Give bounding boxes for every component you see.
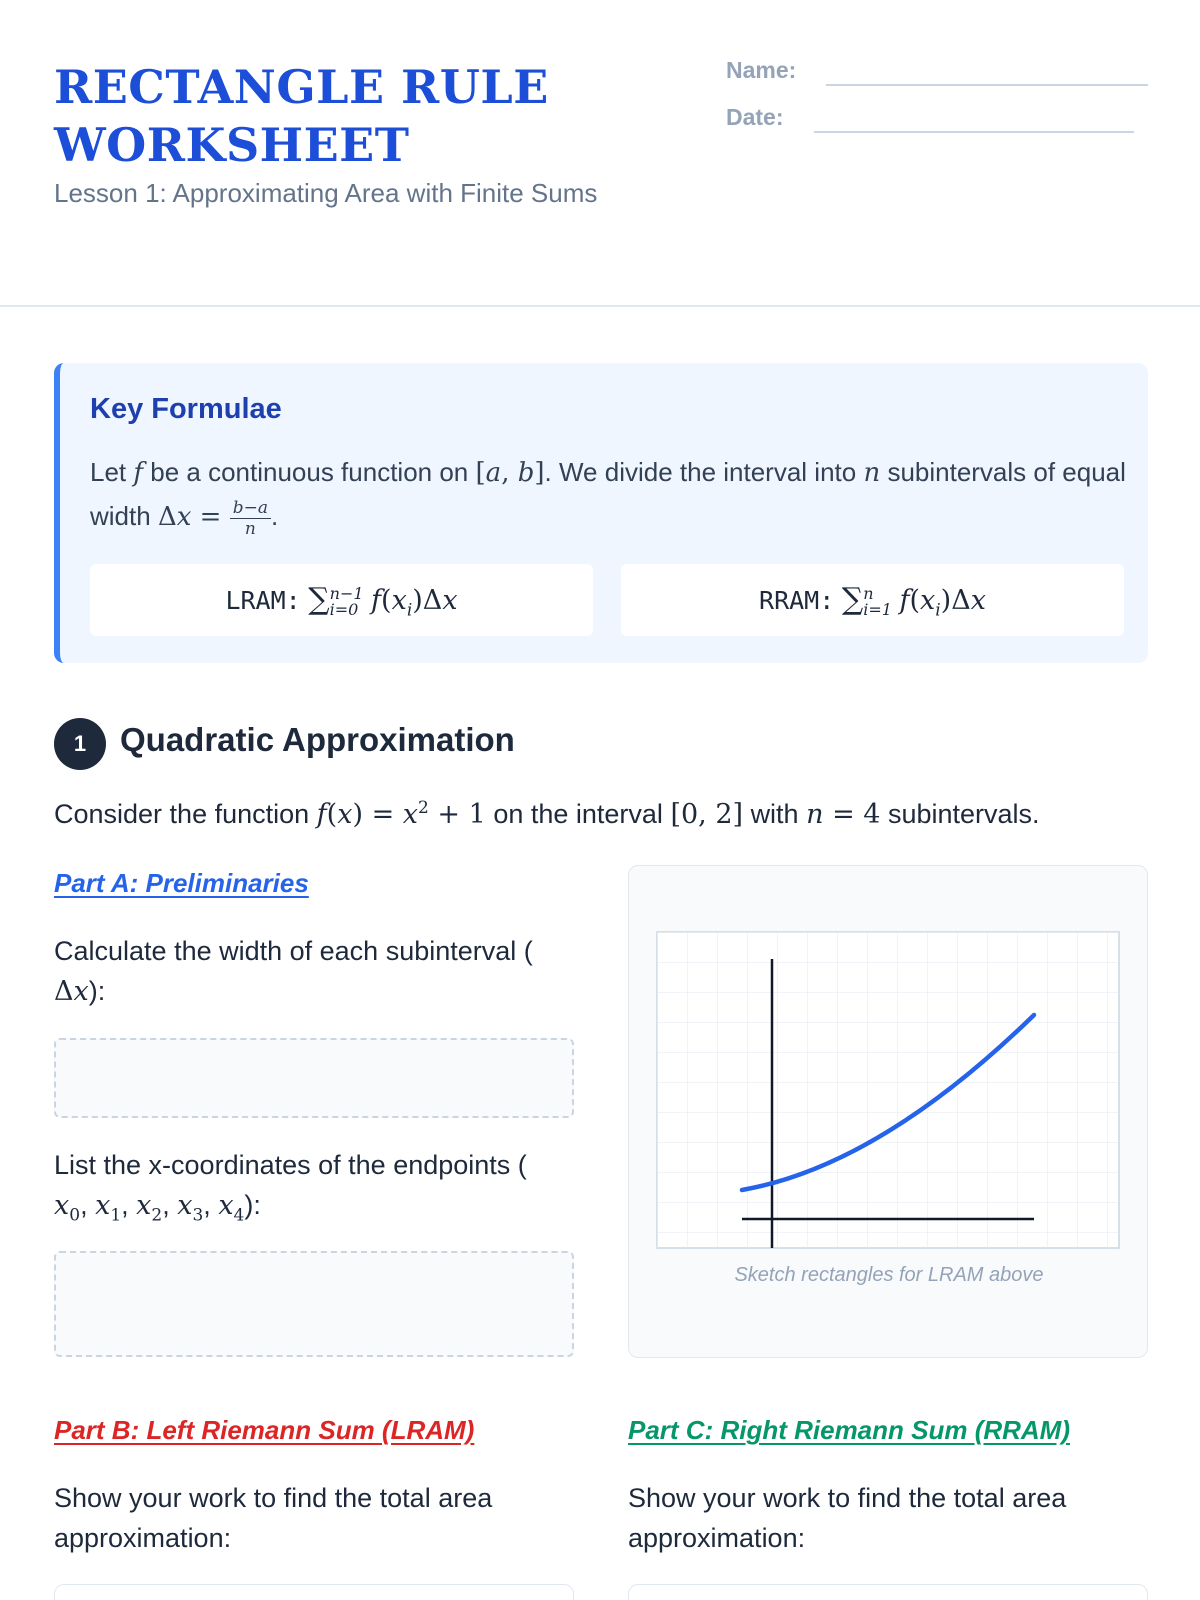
worksheet-title: RECTANGLE RULE WORKSHEET: [54, 60, 549, 172]
lram-formula-card: LRAM: ∑ n−1 i=0 $f(x_i)\Delta x$: [90, 564, 593, 636]
key-text-4: subintervals of equal width: [90, 457, 1126, 531]
graph-grid: [657, 932, 1119, 1248]
delta-x-answer-box[interactable]: [54, 1038, 574, 1118]
lram-work-box[interactable]: [54, 1584, 574, 1600]
prompt-3: with: [750, 799, 799, 829]
part-a-question-2: List the x-coordinates of the endpoints ( $x_0$, $x_1$, $x_2$, $x_3$, $x_4$):: [54, 1150, 527, 1226]
key-formulae-title: Key Formulae: [90, 393, 282, 425]
sketch-graph[interactable]: [629, 866, 1149, 1256]
date-line[interactable]: [814, 131, 1134, 133]
date-label: Date:: [726, 104, 784, 130]
q1-text: Calculate the width of each subinterval (: [54, 936, 533, 966]
name-label: Name:: [726, 57, 797, 83]
part-a-label: Part A: Preliminaries: [54, 868, 309, 898]
graph-card: [628, 865, 1148, 1358]
part-c-label: Part C: Right Riemann Sum (RRAM): [628, 1415, 1070, 1445]
key-text-2: be a continuous function on: [150, 457, 469, 487]
endpoints-answer-box[interactable]: [54, 1251, 574, 1357]
q2-text: List the x-coordinates of the endpoints (: [54, 1150, 527, 1180]
rram-formula-card: RRAM: ∑ n i=1 $f(x_i)\Delta x$: [621, 564, 1124, 636]
prompt-2: on the interval: [493, 799, 663, 829]
key-text-1: Let: [90, 457, 127, 487]
q2-end: ):: [244, 1190, 261, 1220]
key-formulae-text: Let f be a continuous function on [a, b]. We divide the interval into n subintervals of equal width Δx = $\frac{b-a}{n}$ .: [90, 457, 1126, 539]
part-a-question-1: Calculate the width of each subinterval ( Δx):: [54, 936, 533, 1007]
lram-label: LRAM:: [225, 586, 301, 615]
name-line[interactable]: [826, 84, 1148, 86]
worksheet-subtitle: Lesson 1: Approximating Area with Finite Sums: [54, 178, 598, 208]
section-prompt: Consider the function $f(x) = x^2 + 1$ on the interval [0, 2] with n = 4 subintervals.: [54, 798, 1040, 830]
part-b-label: Part B: Left Riemann Sum (LRAM): [54, 1415, 475, 1445]
rram-label: RRAM:: [759, 586, 835, 615]
part-b-text: Show your work to find the total area approximation:: [54, 1483, 493, 1553]
graph-caption: Sketch rectangles for LRAM above: [734, 1264, 1044, 1286]
prompt-4: subintervals.: [887, 799, 1040, 829]
section-number-badge: 1: [54, 718, 106, 770]
q1-end: ):: [88, 976, 106, 1006]
part-c-text: Show your work to find the total area approximation:: [628, 1483, 1067, 1553]
prompt-1: Consider the function: [54, 799, 310, 829]
key-formulae-box: [54, 363, 1148, 663]
section-title: Quadratic Approximation: [120, 721, 515, 758]
rram-work-box[interactable]: [628, 1584, 1148, 1600]
header-divider: [0, 305, 1200, 307]
key-text-3: . We divide the interval into: [544, 457, 857, 487]
